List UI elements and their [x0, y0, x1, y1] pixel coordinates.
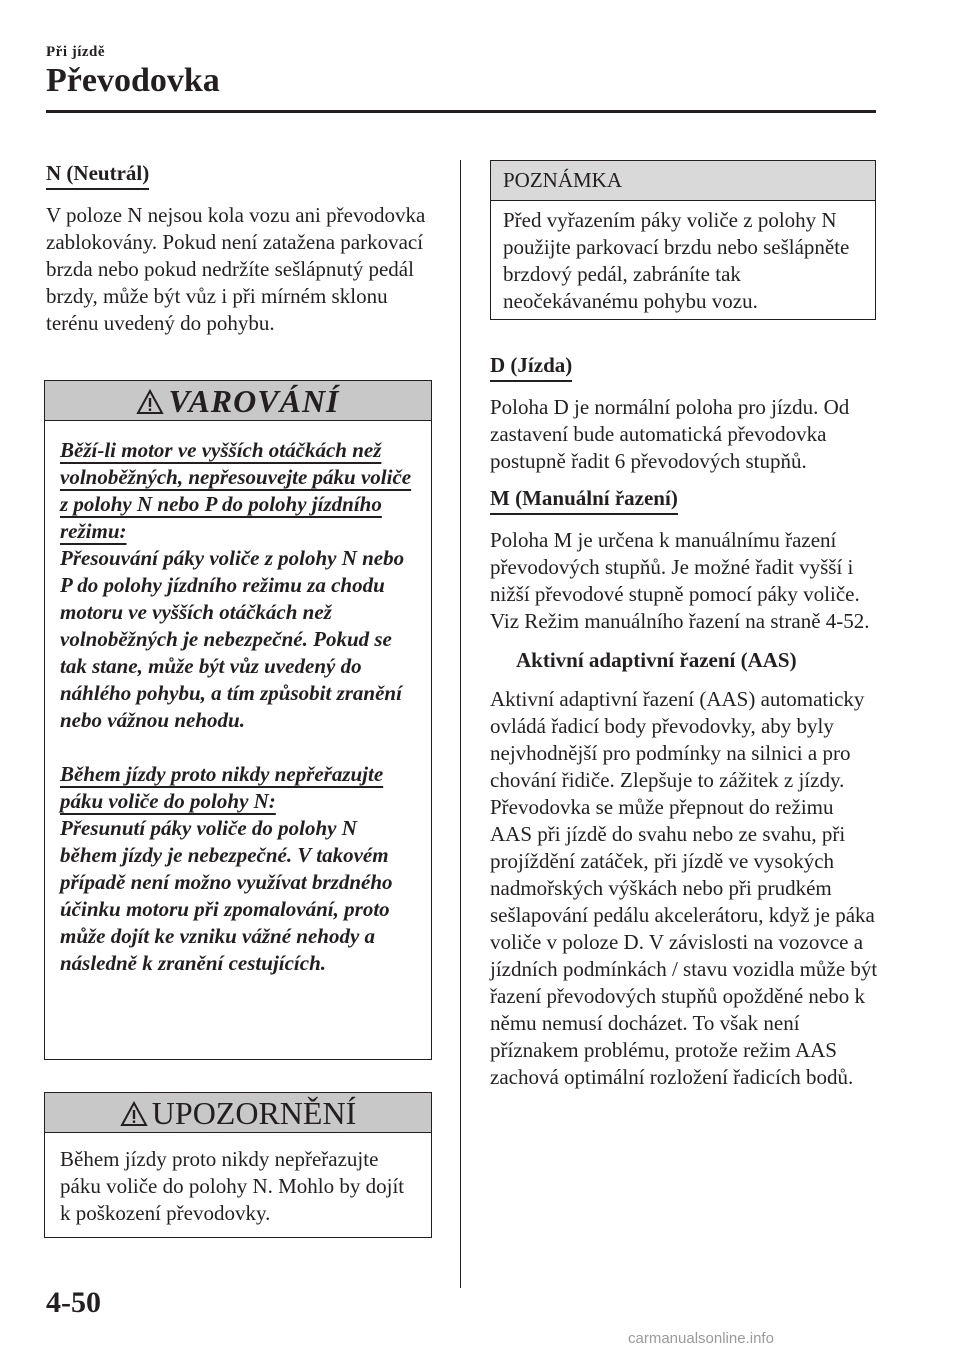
warning-content: [45, 421, 431, 977]
warning-triangle-icon: [136, 389, 164, 415]
right-column: [490, 352, 878, 1091]
caution-header: [45, 1093, 431, 1133]
warning-header: [45, 381, 431, 421]
header-rule: [46, 110, 876, 113]
warning-block1-body: Přesouvání páky voliče z polohy N nebo P do polohy jízdního režimu za chodu motoru ve vyšších otáčkách než volnoběžných je nebezpečné. Pokud se tak stane, může být vůz uvedený do náhlého pohybu, a tím způsobit zranění nebo vážnou nehodu.: [60, 546, 405, 732]
page-title: Převodovka: [46, 62, 220, 99]
aas-heading: Aktivní adaptivní řazení (AAS): [516, 648, 797, 672]
aas-body: Aktivní adaptivní řazení (AAS) automaticky ovládá řadicí body převodovky, aby byly nejvhodnější pro podmínky na silnici a pro chování řidiče. Zlepšuje to zážitek z jízdy. Převodovka se může přepnout do režimu AAS při jízdě do svahu nebo ze svahu, při projíždění zatáček, při jízdě ve vysokých nadmořských výškách nebo při prudkém sešlapování pedálu akcelerátoru, když je páka voliče v poloze D. V závislosti na vozovce a jízdních podmínkách / stavu vozidla může být řazení převodových stupňů opožděné nebo k němu nemusí docházet. To však není příznakem problému, protože režim AAS zachová optimální rozložení řadicích bodů.: [490, 687, 878, 1089]
warning-title: VAROVÁNÍ: [168, 383, 340, 419]
note-box: [490, 160, 876, 320]
warning-triangle-icon: [120, 1101, 148, 1127]
left-column: [46, 160, 432, 337]
d-heading: D (Jízda): [490, 352, 572, 382]
section-label: Při jízdě: [46, 44, 106, 60]
d-body: Poloha D je normální poloha pro jízdu. Od zastavení bude automatická převodovka postupně řadit 6 převodových stupňů.: [490, 395, 850, 473]
watermark: carmanualsonline.info: [628, 1330, 774, 1347]
note-body: Před vyřazením páky voliče z polohy N použijte parkovací brzdu nebo sešlápněte brzdový pedál, zabráníte tak neočekávanému pohybu vozu.: [503, 208, 850, 313]
caution-title: UPOZORNĚNÍ: [151, 1095, 357, 1131]
m-body: Poloha M je určena k manuálnímu řazení převodových stupňů. Je možné řadit vyšší i nižší převodové stupně pomocí páky voliče. Viz Režim manuálního řazení na straně 4-52.: [490, 528, 870, 633]
warning-block2-body: Přesunutí páky voliče do polohy N během jízdy je nebezpečné. V takovém případě není možno využívat brzdného účinku motoru při zpomalování, proto může dojít ke vzniku vážné nehody a následně k zranění cestujících.: [60, 816, 393, 975]
column-divider: [460, 160, 461, 1288]
warning-block1-title: Běží-li motor ve vyšších otáčkách než volnoběžných, nepřesouvejte páku voliče z polohy N nebo P do polohy jízdního režimu:: [60, 438, 412, 543]
n-body: V poloze N nejsou kola vozu ani převodovka zablokovány. Pokud není zatažena parkovací brzda nebo pokud nedržíte sešlápnutý pedál brzdy, může být vůz i při mírném sklonu terénu uvedený do pohybu.: [46, 203, 426, 335]
caution-body: Během jízdy proto nikdy nepřeřazujte páku voliče do polohy N. Mohlo by dojít k poškození převodovky.: [60, 1147, 405, 1225]
n-heading: N (Neutrál): [46, 160, 149, 190]
warning-block2-title: Během jízdy proto nikdy nepřeřazujte páku voliče do polohy N:: [60, 762, 384, 813]
caution-box: [44, 1092, 432, 1238]
page-number: 4-50: [46, 1286, 101, 1319]
warning-box: [44, 380, 432, 1060]
note-title: POZNÁMKA: [491, 161, 875, 201]
m-heading: M (Manuální řazení): [490, 485, 678, 515]
